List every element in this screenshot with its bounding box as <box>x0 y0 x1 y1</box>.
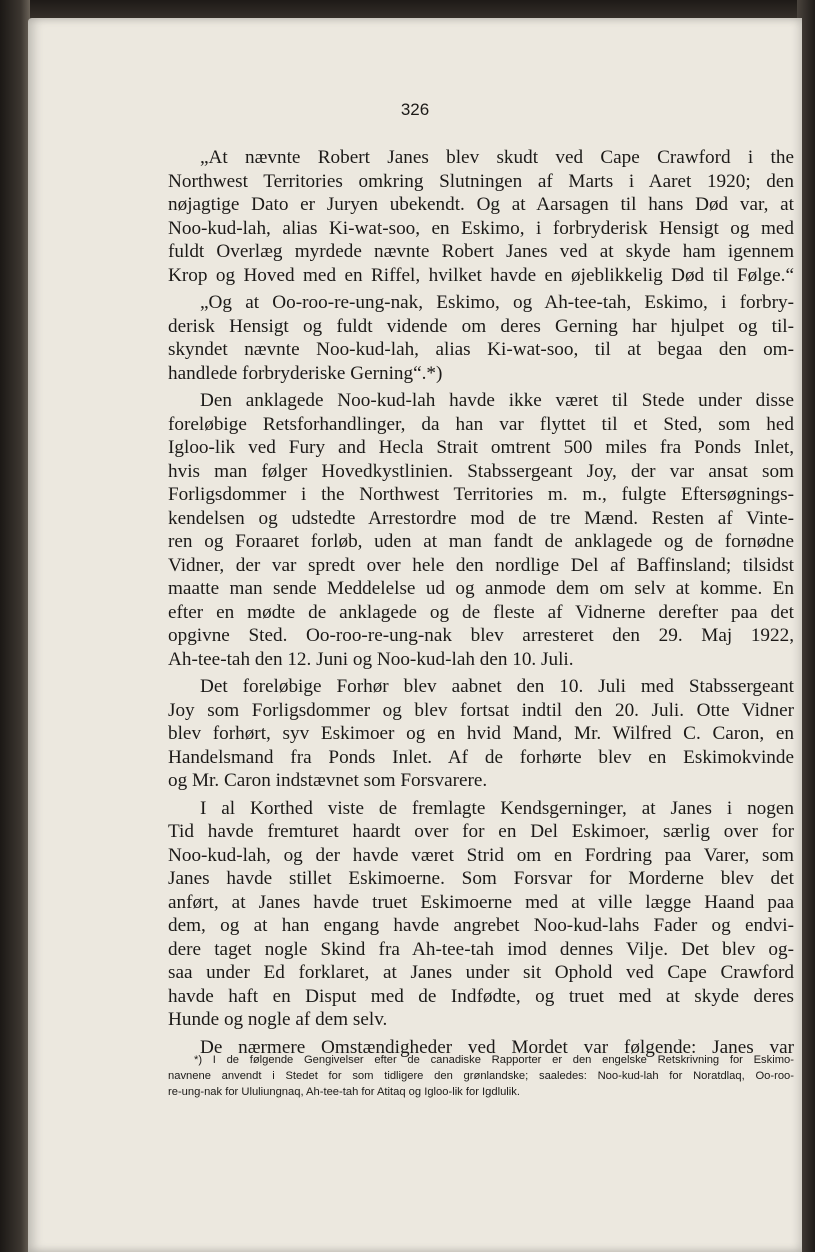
paragraph-5 <box>168 797 794 1032</box>
paragraph-1 <box>168 146 794 287</box>
text-line: Hunde og nogle af dem selv. <box>168 1009 388 1030</box>
text-line: opgivne Sted. Oo-roo-re-ung-nak blev arresteret den 29. Maj 1922, <box>168 625 794 646</box>
footnote-line: re-ung-nak for Ululiungnaq, Ah-tee-tah for Atitaq og Igloo-lik for Igdlulik. <box>168 1086 520 1098</box>
text-line: Handelsmand fra Ponds Inlet. Af de forhørte blev en Eskimokvinde <box>168 746 794 768</box>
text-line: nøjagtige Dato er Juryen ubekendt. Og at Aarsagen til hans Død var, at <box>168 194 794 215</box>
text-line: hvis man følger Hovedkystlinien. Stabssergeant Joy, der var ansat som <box>168 460 794 482</box>
text-line: Krop og Hoved med en Riffel, hvilket havde en øjeblikkelig Død til Følge.“ <box>168 264 794 286</box>
text-line: Noo-kud-lah, alias Ki-wat-soo, en Eskimo, i forbryderisk Hensigt og med <box>168 217 794 239</box>
text-line: De nærmere Omstændigheder ved Mordet var følgende: Janes var <box>200 1036 794 1058</box>
page-number: 326 <box>400 100 430 119</box>
text-line: saa under Ed forklaret, at Janes under sit Ophold ved Cape Crawford <box>168 962 794 983</box>
text-line: havde haft en Disput med de Indfødte, og truet med at skyde deres <box>168 985 794 1007</box>
paragraph-3 <box>168 389 794 671</box>
text-line: skyndet nævnte Noo-kud-lah, alias Ki-wat-soo, til at begaa den om- <box>168 339 794 360</box>
footnote <box>168 1052 794 1100</box>
text-line: dem, og at han engang havde angrebet Noo-kud-lahs Fader og endvi- <box>168 915 794 936</box>
text-line: maatte man sende Meddelelse ud og anmode dem om selv at komme. En <box>168 578 794 599</box>
text-line: I al Korthed viste de fremlagte Kendsgerninger, at Janes i nogen <box>200 797 794 819</box>
footnote-line: navnene anvendt i Stedet for som tidligere den grønlandske; saaledes: Noo-kud-lah for Noratdlaq, Oo-roo- <box>168 1070 794 1082</box>
paragraph-2 <box>168 291 794 385</box>
text-line: Northwest Territories omkring Slutningen af Marts i Aaret 1920; den <box>168 170 794 192</box>
text-line: Joy som Forligsdommer og blev fortsat indtil den 20. Juli. Otte Vidner <box>168 699 794 721</box>
text-line: fuldt Overlæg myrdede nævnte Robert Janes ved at skyde ham igennem <box>168 241 794 262</box>
text-line: Janes havde stillet Eskimoerne. Som Forsvar for Morderne blev det <box>168 868 794 889</box>
text-line: blev forhørt, syv Eskimoer og en hvid Mand, Mr. Wilfred C. Caron, en <box>168 723 794 744</box>
text-line: Igloo-lik ved Fury and Hecla Strait omtrent 500 miles fra Ponds Inlet, <box>168 437 794 458</box>
text-line: Forligsdommer i the Northwest Territories m. m., fulgte Eftersøgnings- <box>168 484 794 505</box>
text-line: anført, at Janes havde truet Eskimoerne med at ville lægge Haand paa <box>168 891 794 913</box>
text-line: Tid havde fremturet haardt over for en Del Eskimoer, særlig over for <box>168 821 794 842</box>
text-line: efter en mødte de anklagede og de fleste af Vidnerne derefter paa det <box>168 601 794 623</box>
scan-border-left <box>0 0 30 1252</box>
text-line: Den anklagede Noo-kud-lah havde ikke været til Stede under disse <box>200 390 794 411</box>
text-line: „Og at Oo-roo-re-ung-nak, Eskimo, og Ah-tee-tah, Eskimo, i forbry- <box>200 292 794 313</box>
text-line: derisk Hensigt og fuldt vidende om deres Gerning har hjulpet og til- <box>168 315 794 337</box>
text-line: kendelsen og udstedte Arrestordre mod de tre Mænd. Resten af Vinte- <box>168 507 794 529</box>
text-line: dere taget nogle Skind fra Ah-tee-tah imod dennes Vilje. Det blev og- <box>168 938 794 960</box>
paragraph-4 <box>168 675 794 793</box>
text-line: ren og Foraaret forløb, uden at man fandt de anklagede og de fornødne <box>168 531 794 552</box>
text-line: Noo-kud-lah, og der havde været Strid om en Fordring paa Varer, som <box>168 844 794 866</box>
text-line: og Mr. Caron indstævnet som Forsvarere. <box>168 770 488 791</box>
text-line: Ah-tee-tah den 12. Juni og Noo-kud-lah den 10. Juli. <box>168 648 574 670</box>
body-text <box>168 146 794 1059</box>
text-line: Vidner, der var spredt over hele den nordlige Del af Baffinsland; tilsidst <box>168 554 794 576</box>
text-line: foreløbige Retsforhandlinger, da han var flyttet til et Sted, som hed <box>168 413 794 435</box>
text-line: Det foreløbige Forhør blev aabnet den 10. Juli med Stabssergeant <box>200 676 794 697</box>
book-page <box>28 18 802 1252</box>
text-line: „At nævnte Robert Janes blev skudt ved Cape Crawford i the <box>200 147 794 168</box>
footnote-line: *) I de følgende Gengivelser efter de canadiske Rapporter er den engelske Retskrivning for Eskimo- <box>194 1054 794 1066</box>
text-line: handlede forbryderiske Gerning“.*) <box>168 362 443 384</box>
